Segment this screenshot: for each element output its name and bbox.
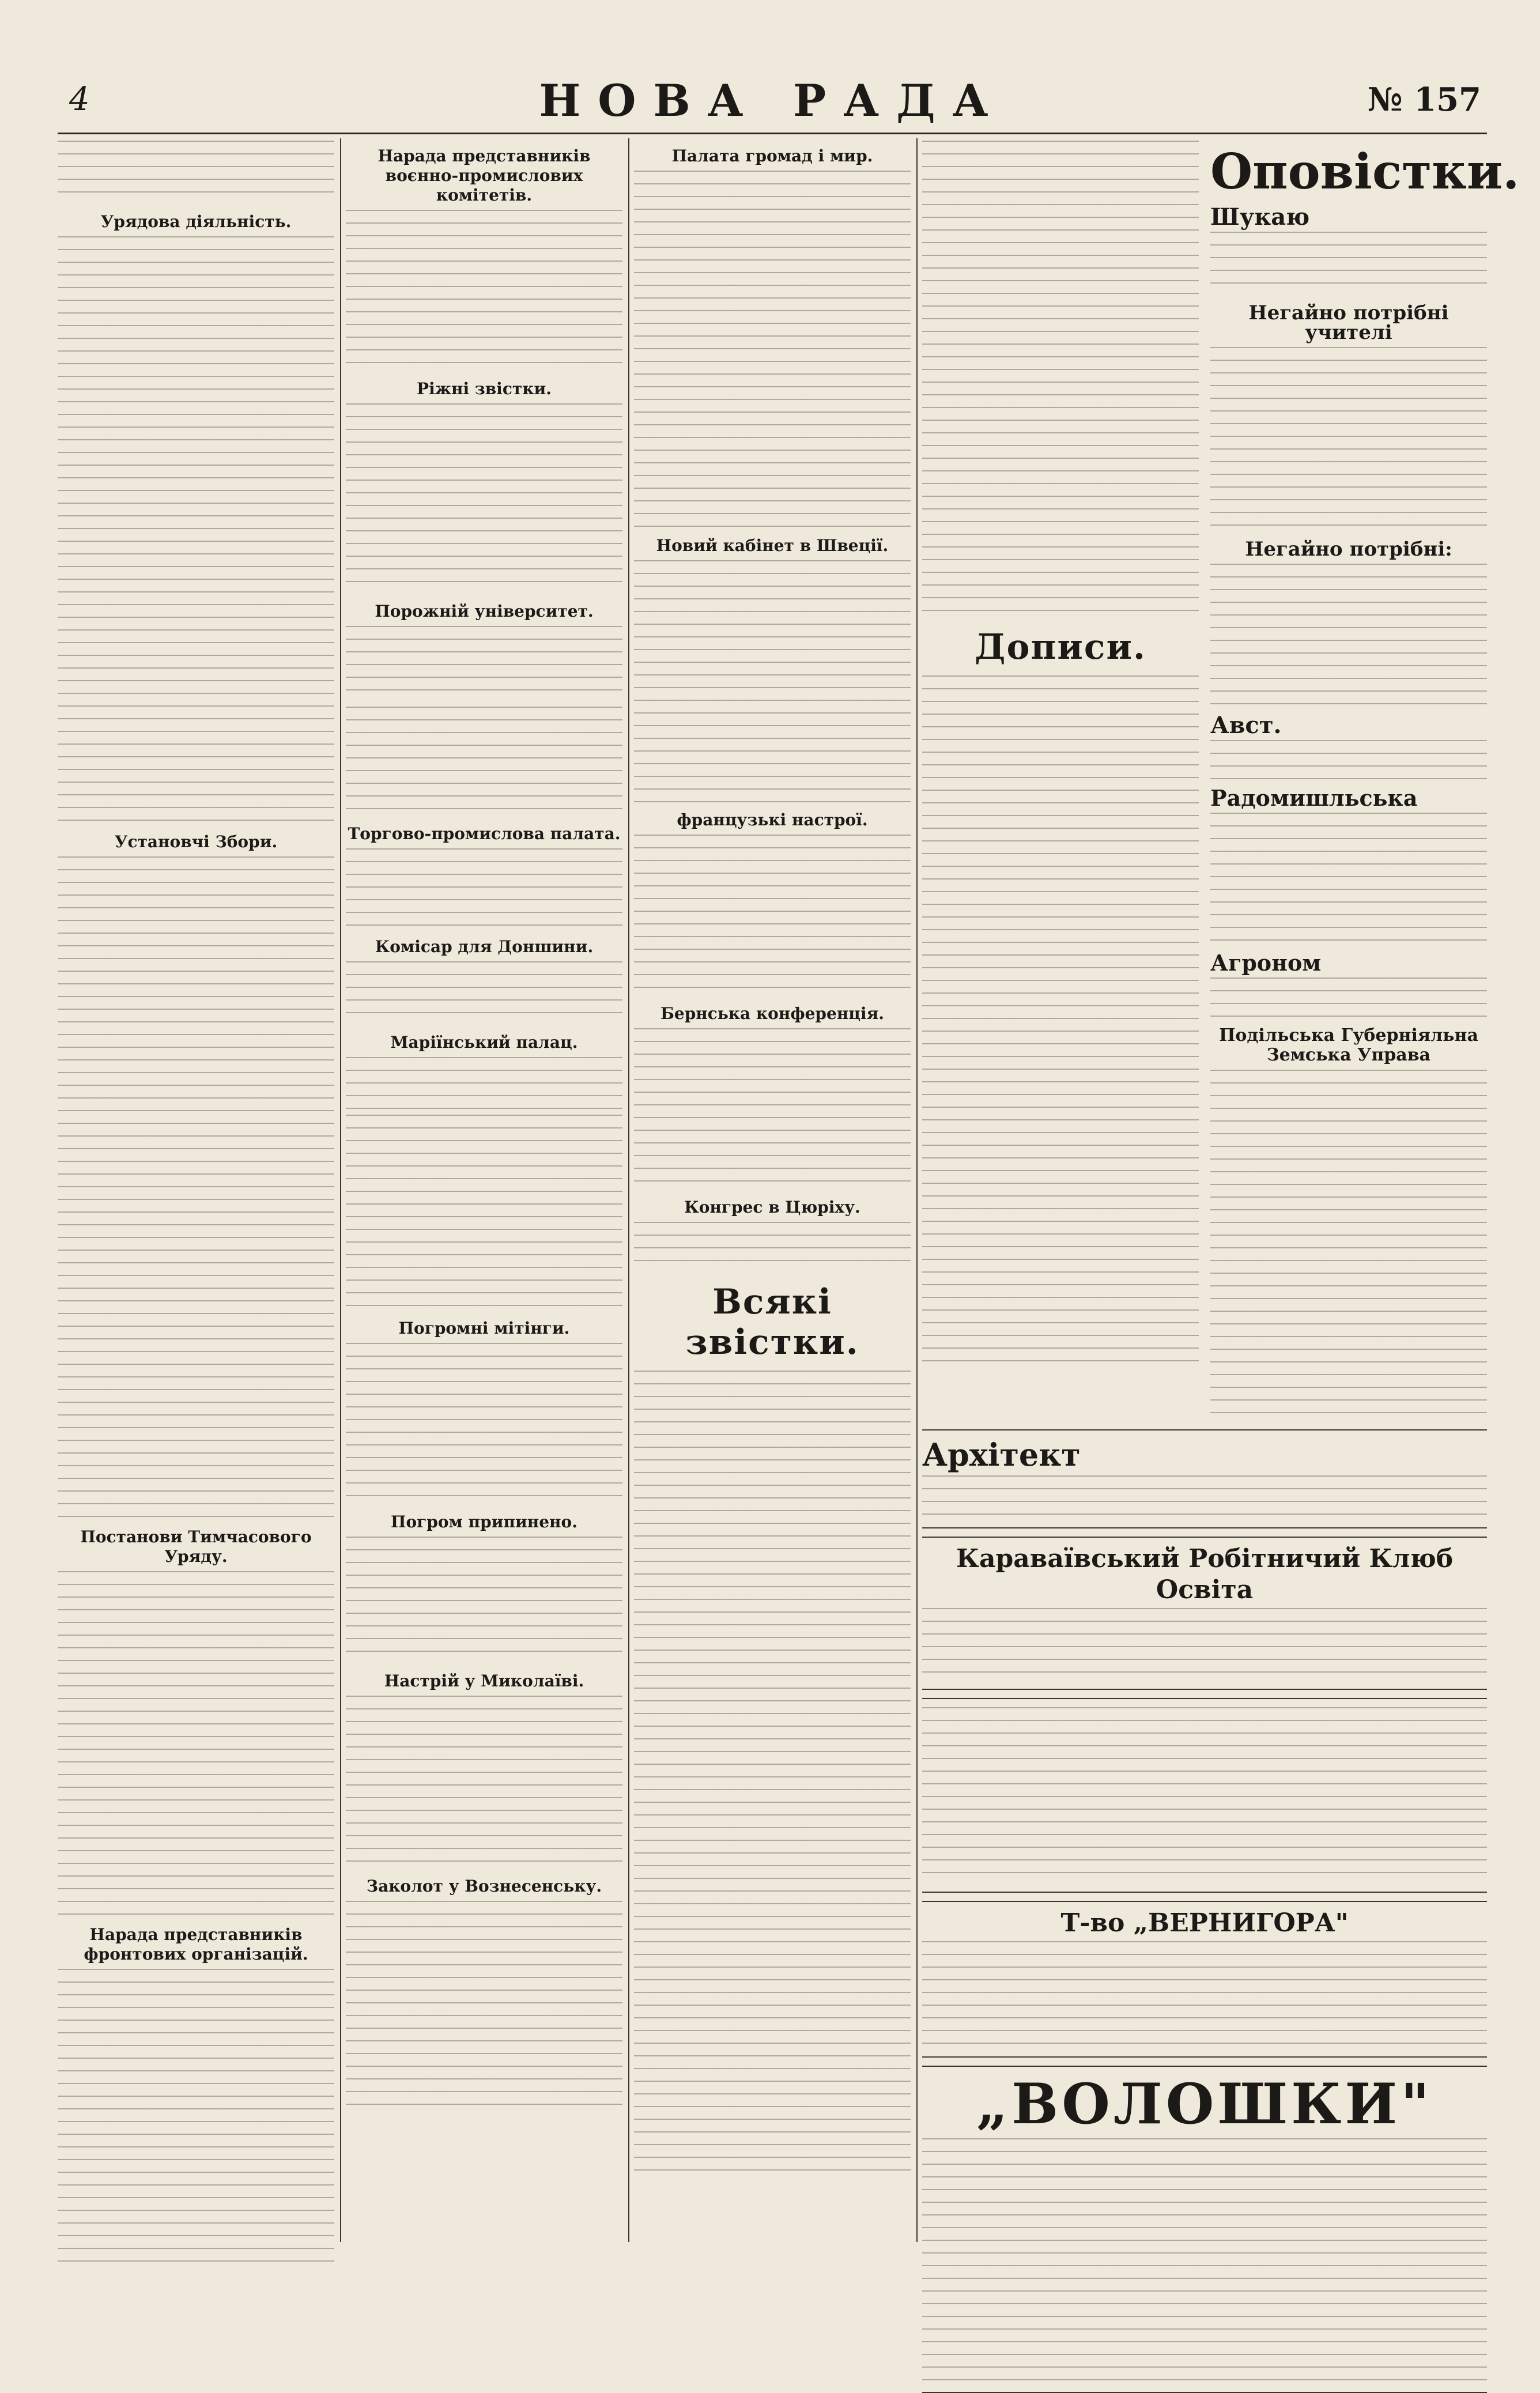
article-text: [346, 1343, 622, 1504]
section-heading: Всякі звістки.: [685, 1282, 859, 1362]
article-heading: Настрій у Миколаїві.: [384, 1671, 584, 1690]
article-text: [346, 1901, 622, 2108]
column-3: [634, 138, 911, 2242]
ad-heading: Авст.: [1210, 712, 1282, 739]
article-heading: Комісар для Доншини.: [375, 937, 594, 956]
ad-text: [922, 1707, 1487, 1880]
masthead: [58, 69, 1487, 134]
article-heading: Погром припинено.: [391, 1512, 578, 1531]
article-text: [346, 210, 622, 371]
article-heading: Новий кабінет в Швеції.: [656, 536, 889, 555]
architect-ad: [922, 1429, 1487, 1528]
article-text: [58, 856, 334, 1519]
article-text: [922, 141, 1199, 613]
article-heading: Торгово-промислова палата.: [348, 824, 621, 843]
article-heading: Маріїнський палац.: [390, 1033, 578, 1052]
article-text: [634, 1371, 911, 2177]
article-heading: Нарада представників воєнно-промислових комітетів.: [378, 146, 591, 205]
ad-title: Т-во „ВЕРНИГОРА": [1060, 1908, 1349, 1938]
announcements-column: [1210, 138, 1520, 1421]
vernyhora-ad: [922, 1901, 1487, 2058]
column-divider: [340, 138, 341, 2242]
column-2: [346, 138, 622, 2242]
ad-text: [1210, 347, 1487, 531]
ad-heading: Радомишльська: [1210, 785, 1418, 811]
article-heading: французькі настрої.: [677, 810, 868, 829]
article-heading: Постанови Тимчасового Уряду.: [80, 1527, 312, 1566]
page-number: 4: [69, 81, 90, 118]
article-text: [634, 1028, 911, 1190]
article-heading: Урядова діяльність.: [100, 212, 292, 231]
issue-number: № 157: [1367, 81, 1481, 119]
article-heading: Заколот у Вознесенську.: [366, 1877, 602, 1896]
article-text: [346, 961, 622, 1025]
article-heading: Порожній університет.: [375, 602, 594, 621]
ad-text: [1210, 813, 1487, 945]
article-text: [922, 675, 1199, 1367]
ad-text: [1210, 740, 1487, 780]
ad-heading: Шукаю: [1210, 203, 1310, 231]
voloshky-ad: [922, 2066, 1487, 2393]
article-heading: Погромні мітінги.: [398, 1319, 570, 1338]
ad-text: [922, 1941, 1487, 2045]
article-text: [58, 1571, 334, 1917]
upper-right-left: [922, 138, 1199, 1421]
article-heading: Установчі Збори.: [114, 832, 278, 851]
ad-heading: Негайно потрібні:: [1245, 538, 1452, 561]
ad-heading: Подільська Губерніяльна Земська Управа: [1219, 1025, 1478, 1065]
article-text: [346, 626, 622, 701]
article-text: [634, 835, 911, 996]
column-divider: [628, 138, 629, 2242]
column-1: [58, 138, 334, 2242]
ad-text: [1210, 564, 1487, 708]
article-text: [634, 171, 911, 528]
article-text: [346, 707, 622, 816]
article-text: [346, 1696, 622, 1869]
article-text: [346, 848, 622, 929]
ad-title: Архітект: [922, 1436, 1081, 1473]
ad-title: „ВОЛОШКИ": [976, 2071, 1433, 2137]
ad-text: [922, 1608, 1487, 1677]
ad-text: [1210, 1070, 1487, 1416]
article-text: [58, 141, 334, 204]
newspaper-title: НОВА РАДА: [539, 75, 1006, 126]
club-ad: [922, 1537, 1487, 1690]
article-text: [58, 236, 334, 824]
article-text: [634, 560, 911, 802]
article-text: [346, 1115, 622, 1311]
ad-heading: Агроном: [1210, 950, 1322, 976]
column-4: [922, 138, 1520, 2242]
article-text: [346, 403, 622, 594]
article-heading: Конгрес в Цюріху.: [684, 1198, 860, 1217]
article-text: [634, 1222, 911, 1268]
ad-text: [922, 2138, 1487, 2380]
article-heading: Палата громад і мир.: [671, 146, 873, 165]
ad-heading: Негайно потрібні учителі: [1248, 301, 1449, 344]
article-heading: Бернська конференція.: [660, 1004, 885, 1023]
article-text: [58, 1969, 334, 2269]
article-text: [346, 1057, 622, 1109]
article-text: [346, 1537, 622, 1663]
section-heading: Дописи.: [975, 627, 1146, 667]
ad-text: [1210, 232, 1487, 295]
upper-right: [922, 138, 1520, 1421]
ad-title: Каравaївський Робітничий Клюб Освіта: [956, 1544, 1454, 1605]
article-heading: Ріжні звістки.: [417, 379, 552, 398]
publisher-ad: [922, 1698, 1487, 1893]
ad-text: [1210, 977, 1487, 1018]
article-heading: Нарада представників фронтових організацій.: [84, 1925, 308, 1964]
column-divider: [916, 138, 918, 2242]
section-heading: Оповістки.: [1210, 143, 1520, 200]
ad-text: [922, 1475, 1487, 1516]
